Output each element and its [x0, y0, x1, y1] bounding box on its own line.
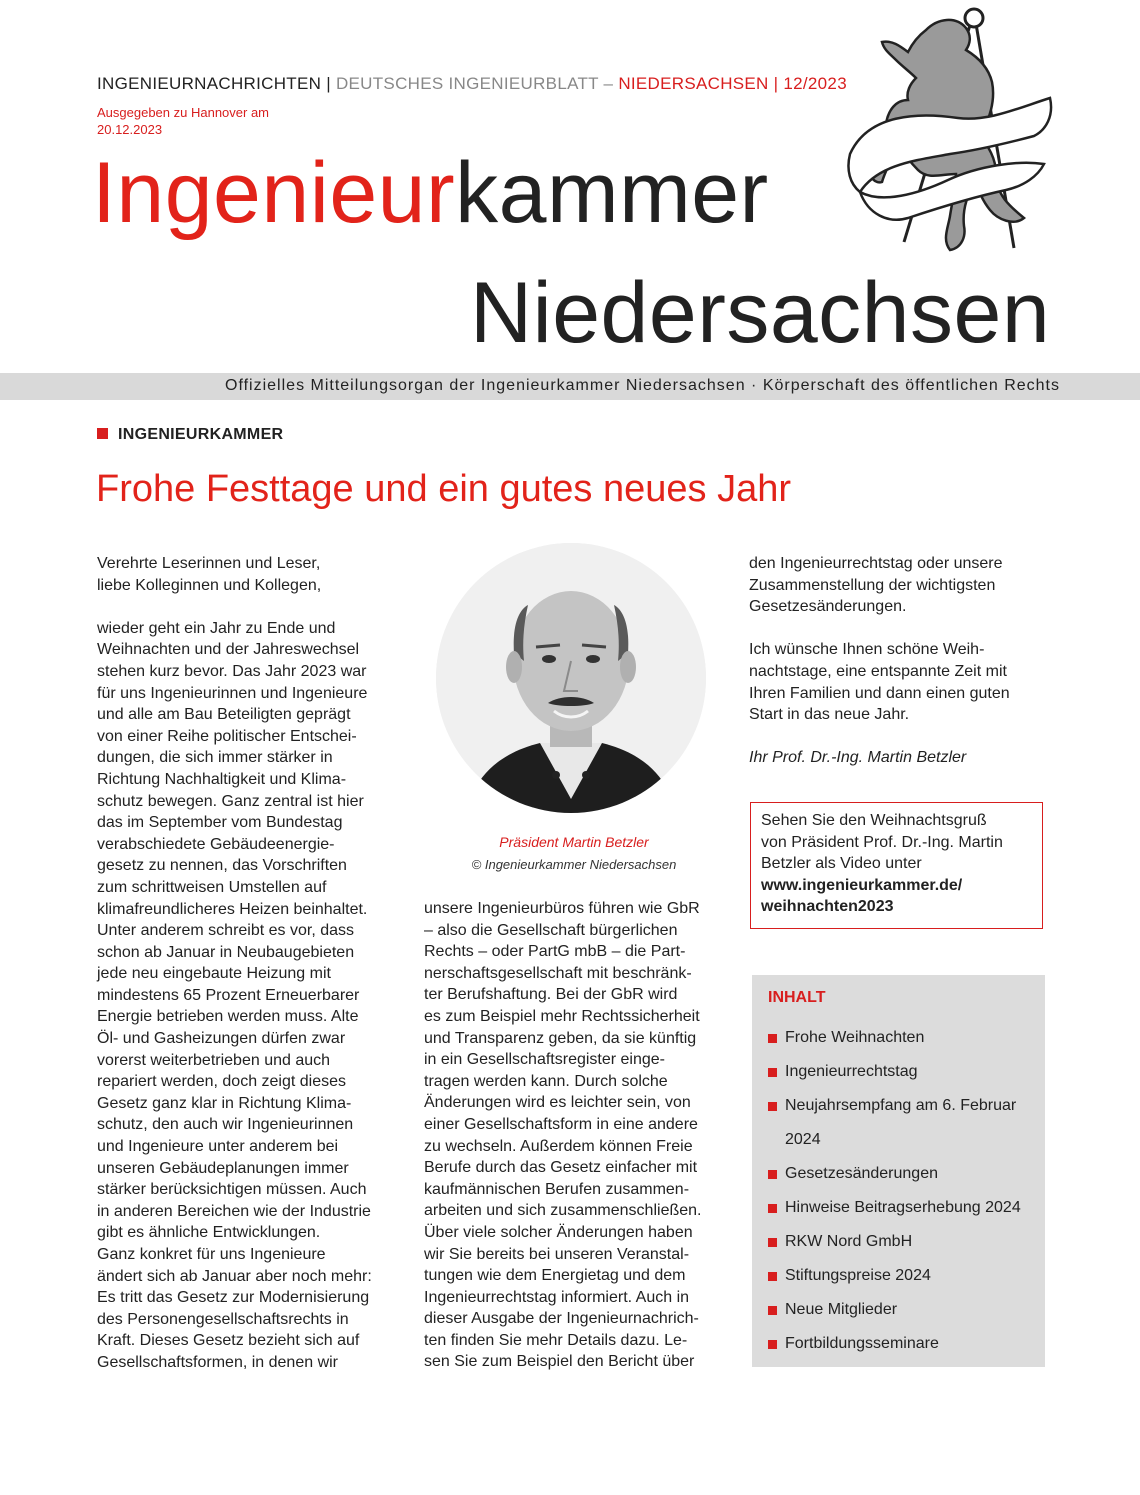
text-line: vorerst weiterbetrieben und auch	[97, 1051, 331, 1069]
photo-caption: Präsident Martin Betzler	[499, 834, 649, 850]
text-line: stärker berücksichtigen müssen. Auch	[97, 1181, 367, 1199]
text-line: Ingenieurrechtstag informiert. Auch in	[424, 1288, 690, 1306]
text-line: Kraft. Dieses Gesetz bezieht sich auf	[97, 1332, 360, 1350]
subtitle-bar	[0, 373, 1140, 400]
text-line: Ihren Familien und dann einen guten	[749, 684, 1010, 702]
text-line: Ich wünsche Ihnen schöne Weih-	[749, 641, 985, 659]
text-line: und Transparenz geben, da sie künftig	[424, 1029, 697, 1047]
masthead-line	[97, 74, 847, 94]
text-line: Änderungen wird es leichter sein, von	[424, 1094, 691, 1112]
red-square-bullet	[768, 1204, 777, 1213]
text-line: sen Sie zum Beispiel den Bericht über	[424, 1353, 695, 1371]
toc-item[interactable]	[768, 1089, 1029, 1123]
text-line: Energie betrieben werden muss. Alte	[97, 1008, 359, 1026]
toc-item[interactable]	[768, 1225, 1029, 1259]
text-line: repariert werden, doch zeigt dieses	[97, 1073, 347, 1091]
toc-item[interactable]	[768, 1191, 1029, 1225]
text-line: einer Gesellschaftsform in eine andere	[424, 1115, 698, 1133]
text-line: Start in das neue Jahr.	[749, 706, 910, 724]
red-square-bullet	[768, 1238, 777, 1247]
greeting-line: Verehrte Leserinnen und Leser,	[97, 555, 321, 572]
president-portrait	[436, 543, 706, 813]
text-line: Zusammenstellung der wichtigsten	[749, 576, 996, 594]
text-line: und Ingenieure unter anderem bei	[97, 1138, 339, 1156]
issue-date-line1: Ausgegeben zu Hannover am	[97, 105, 270, 120]
text-line: in ein Gesellschaftsregister einge-	[424, 1051, 666, 1069]
article-column-3	[749, 553, 1049, 769]
text-line: Öl- und Gasheizungen dürfen zwar	[97, 1030, 346, 1048]
text-line: schutz, den auch wir Ingenieurinnen	[97, 1116, 354, 1134]
red-square-bullet	[97, 428, 108, 439]
text-line: Berufe durch das Gesetz einfacher mit	[424, 1159, 698, 1177]
text-line: nachtstage, eine entspannte Zeit mit	[749, 662, 1007, 680]
text-line: dieser Ausgabe der Ingenieurnachrich-	[424, 1310, 699, 1328]
toc-item[interactable]	[768, 1055, 1029, 1089]
toc-item-label: Ingenieurrechtstag	[785, 1063, 918, 1080]
masthead-separator: |	[321, 74, 336, 93]
video-box-line: von Präsident Prof. Dr.-Ing. Martin	[761, 833, 1003, 851]
text-line: schutz bewegen. Ganz zentral ist hier	[97, 792, 364, 810]
text-line: Richtung Nachhaltigkeit und Klima-	[97, 770, 347, 788]
toc-item-label: Frohe Weihnachten	[785, 1029, 925, 1046]
text-line: von einer Reihe politischer Entschei-	[97, 727, 357, 745]
text-line: Gesetzesänderungen.	[749, 598, 907, 616]
red-square-bullet	[768, 1306, 777, 1315]
text-line: unseren Gebäudeplanungen immer	[97, 1159, 349, 1177]
article-column-1	[97, 553, 397, 1374]
text-line: Es tritt das Gesetz zur Modernisierung	[97, 1289, 370, 1307]
text-line: gesetz zu nennen, das Vorschriften	[97, 857, 347, 875]
toc-item-continuation[interactable]	[768, 1123, 1029, 1157]
text-line: für uns Ingenieurinnen und Ingenieure	[97, 684, 368, 702]
text-line: wir Sie bereits bei unseren Veranstal-	[424, 1245, 690, 1263]
toc-item-label: RKW Nord GmbH	[785, 1233, 913, 1250]
red-square-bullet	[768, 1272, 777, 1281]
text-line: zum schrittweisen Umstellen auf	[97, 878, 327, 896]
text-line: Rechts – oder PartG mbB – die Part-	[424, 943, 686, 961]
toc-item-label: Hinweise Beitragserhebung 2024	[785, 1199, 1021, 1216]
text-line: Unter anderem schreibt es vor, dass	[97, 922, 355, 940]
toc-item[interactable]	[768, 1293, 1029, 1327]
text-line: Ganz konkret für uns Ingenieure	[97, 1246, 326, 1263]
text-line: unsere Ingenieurbüros führen wie GbR	[424, 900, 700, 917]
text-line: klimafreundlicheres Heizen beinhaltet.	[97, 900, 368, 918]
toc-item-label: Neue Mitglieder	[785, 1301, 898, 1318]
toc-item[interactable]	[768, 1259, 1029, 1293]
text-line: und alle am Bau Beteiligten geprägt	[97, 706, 351, 724]
toc-item-label: Gesetzesänderungen	[785, 1165, 938, 1182]
text-line: dungen, die sich immer stärker in	[97, 749, 333, 767]
text-line: Weihnachten und der Jahreswechsel	[97, 641, 360, 659]
text-line: Über viele solcher Änderungen haben	[424, 1223, 693, 1241]
photo-credit: © Ingenieurkammer Niedersachsen	[471, 857, 677, 872]
subtitle-text: Offizielles Mitteilungsorgan der Ingenieurkammer Niedersachsen · Körperschaft des öffentlichen Rechts	[225, 377, 1060, 394]
text-line: ändert sich ab Januar aber noch mehr:	[97, 1267, 372, 1285]
red-square-bullet	[768, 1340, 777, 1349]
section-label-text: INGENIEURKAMMER	[118, 426, 284, 443]
toc-item[interactable]	[768, 1157, 1029, 1191]
text-line: es zum Beispiel mehr Rechtssicherheit	[424, 1007, 700, 1025]
text-line: mindestens 65 Prozent Erneuerbarer	[97, 986, 360, 1004]
video-info-box	[750, 802, 1043, 929]
toc-item-label: Neujahrsempfang am 6. Februar	[785, 1097, 1017, 1114]
text-line: stehen kurz bevor. Das Jahr 2023 war	[97, 662, 367, 680]
text-line: nerschaftsgesellschaft mit beschränk-	[424, 964, 692, 982]
text-line: gibt es ähnliche Entwicklungen.	[97, 1224, 321, 1242]
video-box-line: Sehen Sie den Weihnachtsgruß	[761, 812, 987, 829]
article-column-2	[424, 898, 724, 1373]
text-line: den Ingenieurrechtstag oder unsere	[749, 555, 1003, 572]
red-square-bullet	[768, 1068, 777, 1077]
horse-compass-logo	[838, 4, 1060, 256]
toc-item-label: Stiftungspreise 2024	[785, 1267, 931, 1284]
text-line: – also die Gesellschaft bürgerlichen	[424, 921, 678, 939]
text-line: kaufmännischen Berufen zusammen-	[424, 1180, 690, 1198]
video-link[interactable]: weihnachten2023	[761, 898, 894, 916]
text-line: in anderen Bereichen wie der Industrie	[97, 1202, 371, 1220]
signature: Ihr Prof. Dr.-Ing. Martin Betzler	[749, 749, 967, 767]
title-red-part: Ingenieur	[92, 145, 456, 241]
issue-date-line2: 20.12.2023	[97, 122, 163, 137]
text-line: das im September vom Bundestag	[97, 814, 343, 832]
red-square-bullet	[768, 1034, 777, 1043]
title-line-1	[92, 145, 769, 241]
table-of-contents	[752, 975, 1045, 1367]
masthead-issue: NIEDERSACHSEN | 12/2023	[618, 74, 847, 93]
toc-item-label: Fortbildungsseminare	[785, 1335, 939, 1352]
text-line: tungen wie dem Energietag und dem	[424, 1267, 686, 1285]
text-line: zu wechseln. Außerdem können Freie	[424, 1137, 693, 1155]
text-line: arbeiten und sich zusammenschließen.	[424, 1202, 702, 1220]
toc-item[interactable]	[768, 1327, 1029, 1361]
red-square-bullet	[768, 1170, 777, 1179]
section-label	[97, 426, 283, 444]
title-dark-part: kammer	[455, 145, 769, 241]
masthead-publication: INGENIEURNACHRICHTEN	[97, 74, 322, 93]
toc-item-label: 2024	[785, 1131, 821, 1148]
text-line: wieder geht ein Jahr zu Ende und	[97, 619, 336, 637]
text-line: Gesetz ganz klar in Richtung Klima-	[97, 1094, 352, 1112]
text-line: ten finden Sie mehr Details dazu. Le-	[424, 1331, 688, 1349]
text-line: schon ab Januar in Neubaugebieten	[97, 943, 355, 961]
text-line: des Personengesellschaftsrechts in	[97, 1310, 349, 1328]
greeting-line: liebe Kolleginnen und Kollegen,	[97, 576, 322, 594]
red-square-bullet	[768, 1102, 777, 1111]
toc-item[interactable]	[768, 1021, 1029, 1055]
text-line: verabschiedete Gebäudeenergie-	[97, 835, 335, 853]
title-line-2: Niedersachsen	[470, 265, 1051, 361]
video-box-line: Betzler als Video unter	[761, 855, 922, 873]
text-line: Gesellschaftsformen, in denen wir	[97, 1353, 338, 1371]
article-headline: Frohe Festtage und ein gutes neues Jahr	[96, 468, 792, 510]
video-link[interactable]: www.ingenieurkammer.de/	[761, 876, 963, 894]
toc-heading: INHALT	[768, 989, 826, 1006]
masthead-blatt: DEUTSCHES INGENIEURBLATT –	[335, 74, 619, 93]
text-line: jede neu eingebaute Heizung mit	[97, 965, 331, 983]
issue-date	[97, 104, 269, 138]
text-line: tragen werden kann. Durch solche	[424, 1072, 668, 1090]
text-line: ter Berufshaftung. Bei der GbR wird	[424, 986, 678, 1004]
